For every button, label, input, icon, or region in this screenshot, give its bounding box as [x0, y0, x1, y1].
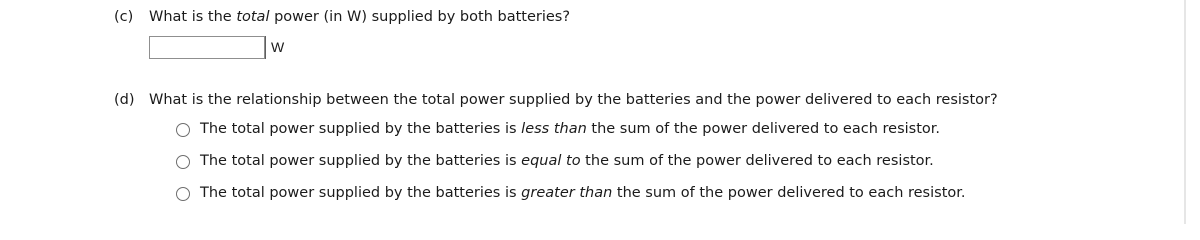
option-equal-to-text	[200, 153, 934, 169]
option-text-start: The total power supplied by the batteries is	[200, 121, 522, 137]
option-text-end: the sum of the power delivered to each resistor.	[586, 121, 941, 137]
option-text-emphasis: greater than	[521, 185, 613, 201]
option-greater-than-text	[200, 185, 966, 201]
radio-button-less-than[interactable]	[176, 123, 190, 137]
question-d-label: (d)	[114, 92, 135, 108]
unit-label: W	[265, 36, 290, 59]
option-text-start: The total power supplied by the batteries is	[200, 153, 522, 169]
question-c-prompt-emphasis: total	[236, 9, 270, 25]
question-c-prompt-end: power (in W) supplied by both batteries?	[269, 9, 571, 25]
option-text-end: the sum of the power delivered to each resistor.	[612, 185, 966, 201]
panel-right-border	[1184, 0, 1186, 224]
question-c-label: (c)	[114, 9, 134, 25]
question-d-prompt: What is the relationship between the total power supplied by the batteries and the power delivered to each resistor?	[149, 92, 998, 108]
total-power-answer-input[interactable]	[149, 36, 265, 59]
radio-button-greater-than[interactable]	[176, 187, 190, 201]
option-text-emphasis: equal to	[521, 153, 581, 169]
option-text-start: The total power supplied by the batteries is	[200, 185, 522, 201]
radio-button-equal-to[interactable]	[176, 155, 190, 169]
question-c-prompt	[149, 9, 570, 25]
option-less-than-text	[200, 121, 940, 137]
option-text-end: the sum of the power delivered to each resistor.	[580, 153, 934, 169]
question-c-prompt-start: What is the	[149, 9, 237, 25]
option-text-emphasis: less than	[521, 121, 587, 137]
